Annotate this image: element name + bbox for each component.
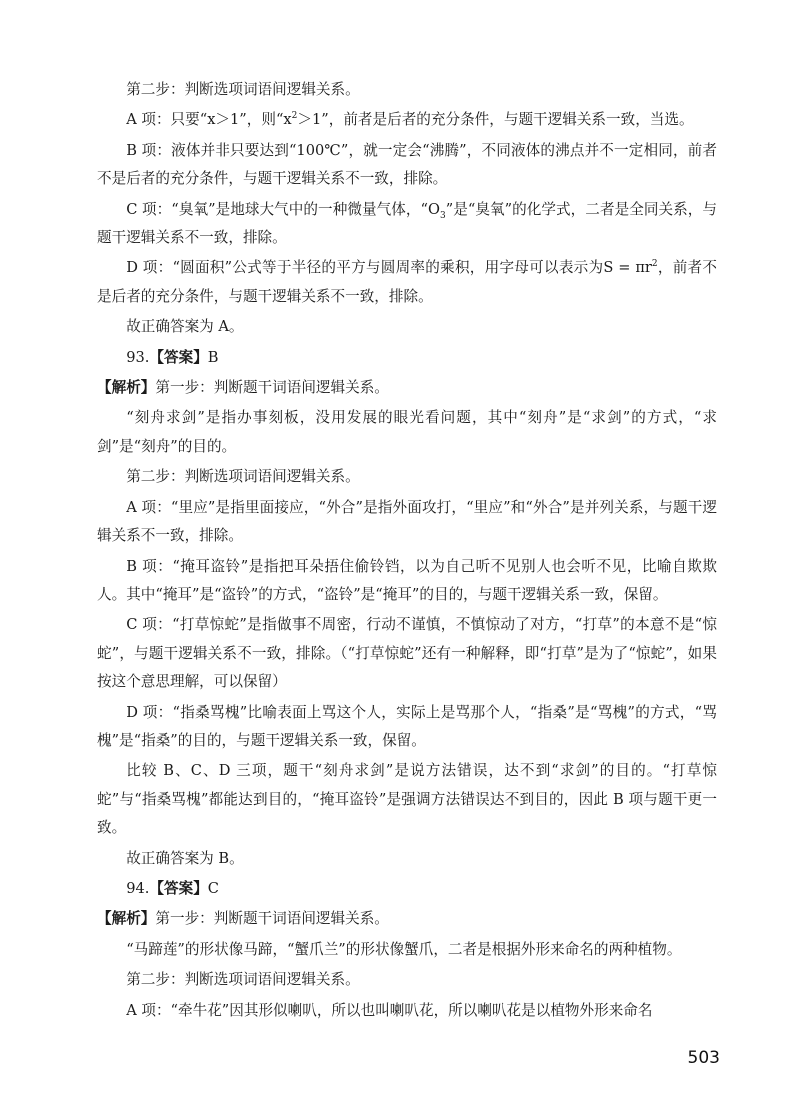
paragraph-conclusion	[97, 845, 717, 873]
text: A 项：“里应”是指里面接应，“外合”是指外面攻打，“里应”和“外合”是并列关系，与题干逻辑关系不一致，排除。	[97, 498, 717, 545]
paragraph-option-c	[97, 196, 717, 253]
text: A 项：“牵牛花”因其形似喇叭，所以也叫喇叭花，所以喇叭花是以植物外形来命名	[126, 1001, 653, 1019]
paragraph-option-a	[97, 106, 717, 134]
analysis-heading-93	[97, 374, 717, 402]
analysis-heading-94	[97, 905, 717, 933]
text: 故正确答案为 B。	[126, 849, 244, 867]
text: “刻舟求剑”是指办事刻板，没用发展的眼光看问题，其中“刻舟”是“求剑”的方式，“求剑”是“刻舟”的目的。	[97, 409, 717, 455]
paragraph	[97, 966, 717, 994]
text: 第一步：判断题干词语间逻辑关系。	[155, 910, 389, 928]
superscript: 2	[291, 111, 298, 122]
paragraph-option-a	[97, 494, 717, 551]
answer-value: C	[207, 879, 219, 897]
paragraph-option-c	[97, 611, 717, 696]
answer-heading-94	[97, 875, 717, 903]
analysis-label: 【解析】	[97, 379, 156, 397]
text: 比较 B、C、D 三项，题干“刻舟求剑”是说方法错误，达不到“求剑”的目的。“打草惊蛇”与“指桑骂槐”都能达到目的，“掩耳盗铃”是强调方法错误达不到目的，因此 B 项与题干更一致。	[97, 762, 717, 837]
text: C 项：“打草惊蛇”是指做事不周密，行动不谨慎，不慎惊动了对方，“打草”的本意不是“惊蛇”，与题干逻辑关系不一致，排除。（“打草惊蛇”还有一种解释，即“打草”是为了“惊蛇”，如果按这个意思理解，可以保留）	[97, 616, 717, 691]
text: 故正确答案为 A。	[126, 318, 244, 336]
text: 第二步：判断选项词语间逻辑关系。	[126, 468, 360, 486]
paragraph	[97, 76, 717, 104]
page-body	[97, 76, 717, 1027]
paragraph	[97, 463, 717, 491]
text: ＞1”，前者是后者的充分条件，与题干逻辑关系一致，当选。	[297, 111, 694, 129]
analysis-label: 【解析】	[97, 910, 156, 928]
text: D 项：“圆面积”公式等于半径的平方与圆周率的乘积，用字母可以表示为S = πr	[126, 259, 652, 277]
paragraph-option-b	[97, 553, 717, 610]
text: 第二步：判断选项词语间逻辑关系。	[126, 81, 360, 98]
text: A 项：只要“x＞1”，则“x	[126, 111, 292, 129]
paragraph	[97, 404, 717, 461]
answer-heading-93	[97, 344, 717, 372]
paragraph-conclusion	[97, 313, 717, 341]
text: B 项：“掩耳盗铃”是指把耳朵捂住偷铃铛，以为自己听不见别人也会听不见，比喻自欺欺人。其中“掩耳”是“盗铃”的方式，“盗铃”是“掩耳”的目的，与题干逻辑关系一致，保留。	[97, 557, 717, 603]
question-number: 94.	[126, 879, 150, 897]
answer-value: B	[207, 348, 219, 366]
paragraph-option-b	[97, 137, 717, 194]
paragraph-option-d	[97, 254, 717, 311]
text: 第一步：判断题干词语间逻辑关系。	[155, 379, 389, 397]
answer-label: 【答案】	[149, 879, 208, 897]
text: D 项：“指桑骂槐”比喻表面上骂这个人，实际上是骂那个人，“指桑”是“骂槐”的方式，“骂槐”是“指桑”的目的，与题干逻辑关系一致，保留。	[97, 703, 717, 749]
question-number: 93.	[126, 348, 150, 366]
paragraph-option-a	[97, 997, 717, 1025]
text: ”是“臭氧”的化学式，二者是全同关系，与题干逻辑关系不一致，排除。	[97, 200, 717, 247]
page-number: 503	[687, 1048, 720, 1068]
text: “马蹄莲”的形状像马蹄，“蟹爪兰”的形状像蟹爪，二者是根据外形来命名的两种植物。	[126, 940, 682, 958]
text: 第二步：判断选项词语间逻辑关系。	[126, 971, 360, 989]
text: ，前者不是后者的充分条件，与题干逻辑关系不一致，排除。	[97, 259, 717, 305]
subscript: 3	[439, 210, 446, 221]
paragraph	[97, 936, 717, 964]
answer-label: 【答案】	[149, 348, 208, 366]
paragraph-comparison	[97, 757, 717, 842]
paragraph-option-d	[97, 699, 717, 756]
text: C 项：“臭氧”是地球大气中的一种微量气体，“O	[126, 200, 440, 218]
superscript: 2	[651, 259, 658, 270]
text: B 项：液体并非只要达到“100℃”，就一定会“沸腾”，不同液体的沸点并不一定相同，前者不是后者的充分条件，与题干逻辑关系不一致，排除。	[97, 141, 717, 188]
